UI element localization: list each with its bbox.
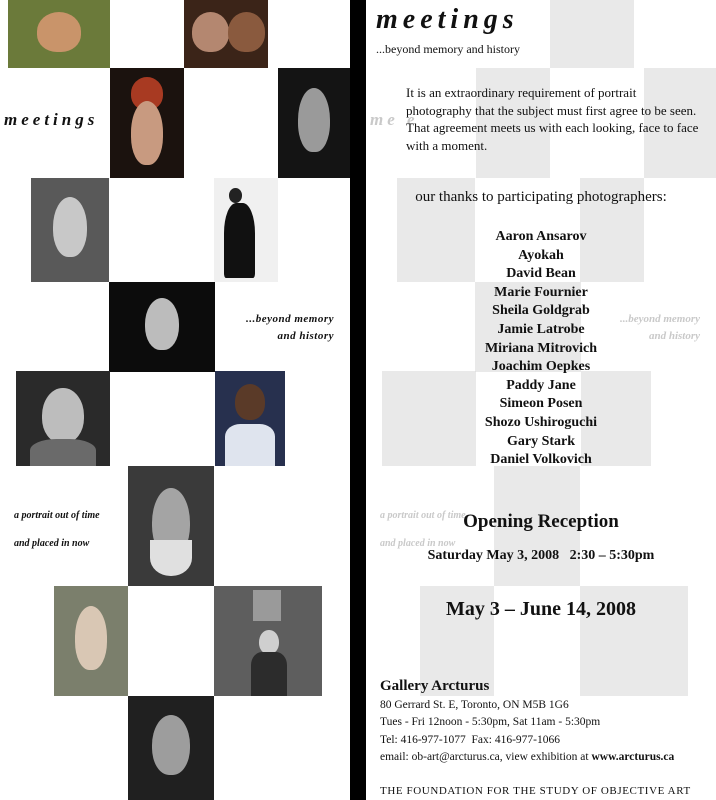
ghost-subtitle-line2: and history (648, 330, 700, 342)
gallery-address: 80 Gerrard St. E, Toronto, ON M5B 1G6 (380, 699, 569, 711)
portrait-photo-elderly-woman (16, 371, 110, 466)
photographer-name: Gary Stark (506, 433, 576, 449)
ghost-tagline-line1: a portrait out of time (380, 510, 466, 521)
left-tagline (14, 502, 100, 558)
photographer-name: Ayokah (518, 247, 564, 263)
portrait-photo-woman-headpiece (109, 282, 215, 372)
portrait-photo-grey-haired-man (278, 68, 350, 178)
left-panel (0, 0, 350, 800)
photographer-name: Miriana Mitrovich (484, 340, 598, 356)
right-title: meetings (376, 4, 519, 35)
gallery-hours: Tues - Fri 12noon - 5:30pm, Sat 11am - 5:30pm (380, 716, 601, 728)
ghost-subtitle-line1: ...beyond memory (619, 313, 700, 325)
photographer-name: Daniel Volkovich (490, 452, 592, 468)
photographer-name: Marie Fournier (494, 284, 588, 300)
left-tagline-line1: a portrait out of time (14, 510, 100, 521)
right-subtitle: ...beyond memory and history (376, 42, 520, 56)
ghost-photo (550, 0, 634, 68)
exhibition-dates: May 3 – June 14, 2008 (446, 598, 636, 620)
photographer-name: Paddy Jane (506, 377, 576, 393)
reception-heading: Opening Reception (463, 511, 619, 532)
portrait-photo-child (54, 586, 128, 696)
left-subtitle-line2: and history (277, 330, 334, 342)
photographer-name: Jamie Latrobe (497, 321, 585, 337)
website-link[interactable]: www.arcturus.ca (591, 751, 675, 763)
thanks-heading: our thanks to participating photographers: (415, 189, 667, 205)
portrait-photo-standing-woman (214, 178, 278, 282)
portrait-photo-young-man (8, 0, 110, 68)
portrait-photo-man-blue (215, 371, 285, 466)
gallery-name: Gallery Arcturus (380, 678, 490, 694)
left-title: meetings (4, 110, 99, 129)
photographer-name: Aaron Ansarov (495, 229, 587, 244)
photographer-name: Simeon Posen (499, 396, 583, 412)
portrait-photo-woman-red-scarf (110, 68, 184, 178)
photographer-name: Joachim Oepkes (491, 359, 591, 375)
photographer-name: David Bean (506, 266, 576, 282)
left-subtitle (246, 311, 334, 345)
portrait-photo-woman-water (31, 178, 109, 282)
left-tagline-line2: and placed in now (14, 538, 90, 549)
ghost-tagline-line2: and placed in now (380, 538, 456, 549)
right-panel (366, 0, 716, 800)
ghost-title: me e (370, 110, 419, 129)
foundation-name: THE FOUNDATION FOR THE STUDY OF OBJECTIVE ART (380, 785, 691, 797)
photographers-list (366, 228, 716, 470)
portrait-photo-man-in-garden (214, 586, 322, 696)
portrait-photo-old-woman-headscarf (128, 696, 214, 800)
gallery-email (380, 751, 674, 763)
email-text: email: ob-art@arcturus.ca, view exhibition at (380, 751, 592, 763)
intro-paragraph: It is an extraordinary requirement of portrait photography that the subject must first agree to be seen. That agreement meets us with each looking, face to face with a moment. (406, 85, 699, 153)
portrait-photo-bearded-man (128, 466, 214, 586)
center-divider (350, 0, 366, 800)
gallery-phone: Tel: 416-977-1077 Fax: 416-977-1066 (380, 734, 560, 746)
reception-date: Saturday May 3, 2008 2:30 – 5:30pm (427, 548, 655, 563)
portrait-photo-mother-child (184, 0, 268, 68)
photographer-name: Sheila Goldgrab (492, 303, 590, 319)
left-subtitle-line1: ...beyond memory (245, 313, 334, 325)
photographer-name: Shozo Ushiroguchi (484, 414, 598, 430)
